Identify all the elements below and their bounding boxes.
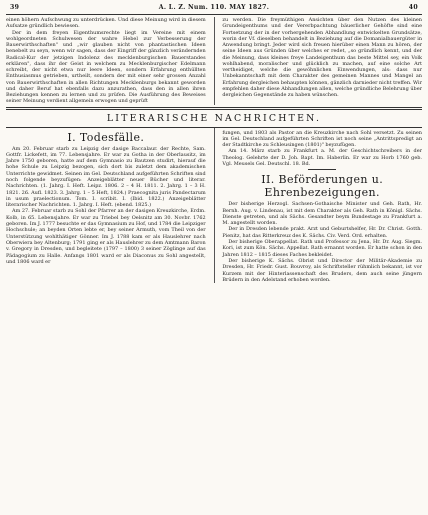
column-divider — [214, 128, 215, 284]
short-rule — [308, 169, 336, 170]
paragraph: Der in dem freyen Eigenthumsrechte liegt im Vereine mit einem wohlgeordneten Schulwesen der wahre Hebel zur Verbesserung der Bauerwirthschaften" und „wir glauben nicht von phantastischen Ideen benebelt zu seyn, wenn wir sagen, dass der Eingriff der gänzlich verändernden Radical-Kur der jetzigen Indolenz des mecklenburgischen Bauerstandes erklären", dass ihr der Geist in welchem zu Mecklenburgischer Edelmann schreibt, der nicht etwa nur leere Ideen, sondern Erfahrung enthüllten Enthusiasmus getrieben, urtheilt, sondern der mit einer sehr grossen Anzahl von Bauerwirthschaften in allen Richtungen Mecklenburgs bekannt geworden und daher Beruf hat ebenfalls dazu anzurathen, dass den in allen ihren Beziehungen kennen zu lernen und zu prüfen. Die Ausführung des Beweises seiner Meinung verdient allgemein erwogen und geprüft — [6, 29, 206, 105]
column-divider — [214, 17, 215, 105]
page-header — [6, 4, 422, 14]
paragraph: Der bisherige K. Sächs. Obrist und Director der Militär-Akademie zu Dresden, Hr. Friedr. Gust. Bouvroy, als Schriftsteller rühmlich bekannt, ist vor Kurzem mit der Hinterlassenschaft des Bruders, dem auch seine jüngern Brüdern in den Adelstand erhoben worden. — [222, 257, 422, 283]
paragraph: Der bisherige Oberappellat. Rath und Professor zu Jena, Hr. Dr. Aug. Siegm. Kori, ist zum Kön. Sächs. Appellat. Rath ernannt worden. Er hatte schon in den Jahren 1812 – 1815 dieses Faches bekleidet. — [222, 239, 422, 258]
page-number-left: 39 — [10, 4, 20, 11]
paragraph: einen höhern Aufschwung zu unterdrücken. Und diese Meinung wird in diesem Aufsatze gründlich bewiesen. — [6, 17, 206, 30]
paragraph: Am 14. März starb zu Frankfurt a. M. der Geschichtschreibers in der Theolog. Gelehrte der D. Joh. Bapt. Im. Haberlin. Er war zu Horb 1760 geb. Vgl. Meusels Gel. Deutschl. 18. Bd. — [222, 148, 422, 167]
bottom-right-column — [222, 128, 422, 284]
top-right-column — [222, 17, 422, 105]
paragraph: Am 27. Februar starb zu Sohl der Pfarrer an der dasigen Kreuzkirche, Erdm. Kolb, in 65. Lebensjahre. Er war zu Triebel bey Oelsnitz am 30. Novbr. 1762 geboren. Im J. 1777 besuchte er das Gymnasium zu Hof, und 1784 die Leipziger Hochschule; an beyden Orten lebte er, bey seiner Armuth, vom Theil von der Unterstützung wohlthätiger Gönner. Im J. 1788 kam er als Hauslehrer nach Oberwiera bey Altenburg; 1791 ging er als Hauslehrer zu dem Amtmann Baron v. Gregory in Dresden, und begleitete (1797 – 1800) 3 seiner Zöglinge auf das Pädagogium zu Halle. Anfangs 1801 ward er als Diaconus zu Sohl angestellt, und 1806 ward er — [6, 208, 206, 265]
paragraph: Der in Dresden lebende prakt. Arzt und Geburtshelfer, Hr. Dr. Christ. Gotth. Pienitz, hat das Ritterkreuz des K. Sächs. Civ. Verd. Ord. erhalten. — [222, 226, 422, 239]
journal-issue-title: A. L. Z. Num. 110. MAY 1827. — [158, 4, 270, 11]
bottom-left-column — [6, 128, 206, 284]
section-heading-deaths: I. Todesfälle. — [67, 130, 145, 144]
paragraph: fungen, und 1803 als Pastor an die Kreuzkirche nach Sohl versetzt. Zu seinen im Gel. Deutschland aufgeführten Schriften ist noch seine „Antrittspredigt an der Stadtkirche zu Schleusingen (1801)" beyzufügen. — [222, 129, 422, 149]
paragraph: zu werden. Die freymüthigen Ansichten über den Nutzen des kleinen Grundeigenthums und der Vererbpachtung bäuerlicher Gehöfte sind eine Fortsetzung der in der vorhergehenden Abhandlung entwickelten Grundsätze, worin der Vf. dieselben behandelt in Beziehung auf die Domanialbauergüter in Anwendung bringt. Jeder wird sich freuen hierüber einen Mann zu hören, der seine Ideen aus Gründen über welches er redet, „so gründlich kennt, und der die Meinung, dass kleines freye Landeigenthum das beste Mittel sey, ein Volk wohlhabend, moralischer und glücklich zu machen, auf eine solche Art vertheidiget, welche die gewöhnlichen Einwendungen, als: dass nur Unbekanntschaft mit dem Charakter des gemeinen Mannes und Mangel an Erfahrung dergleichen behaupten können, gänzlich darnieder nicht treffen. Wir empfehlen daher diese Abhandlungen allen, welche gründliche Belehrung über dergleichen Gegenstände zu haben wünschen. — [222, 17, 422, 98]
paragraph: Der bisherige Herzogl. Sachsen-Gothaische Minister und Geh. Rath, Hr. Bernh. Aug. v. Lindenau, ist mit dem Charakter als Geh. Rath in Königl. Sächs. Dienste getreten, und als Sächs. Gesandter beym Bundestage zu Frankfurt a. M. angestellt worden. — [222, 201, 422, 227]
bottom-columns — [6, 128, 422, 284]
top-left-column — [6, 17, 206, 105]
section-banner: LITERARISCHE NACHRICHTEN. — [106, 112, 322, 124]
page-number-right: 40 — [408, 4, 418, 11]
paragraph: Am 20. Februar starb zu Leipzig der dasige Baccalaur. der Rechte, Sam. Gottfr. Lickefett, im 77. Lebensjahre. Er war zu Gotha in der Oberlausitz, im Jahre 1750 geboren, hatte auf dem Gymnasio zu Bautzen studirt, hierauf die hohe Schule zu Leipzig bezogen, sich dort bis zuletzt dem akademischen Unterrichte gewidmet. Seinen im Gel. Deutschland aufgeführten Schriften sind noch folgende beyzufügen: Anzeigeblätter neuer Bücher und literar. Nachrichten. (1. Jahrg. I. Heft. Leipz. 1806. 2 – 4 H. 1811. 2. Jahrg. 1 – 3 H. 1821. 26. Aufl. 1823. 3. Jahrg. 1 – 5 Heft, 1824.) Praecognita juris Pandectarum in usum praelectionum. Tom. I. scribit. I. (Ibid. 1822.) Anzeigeblätter literarischer Nachrichten. 1. Jahrg. I. Heft. (ebend. 1825.) — [6, 145, 206, 209]
top-columns — [6, 15, 422, 105]
section-heading-promotions: II. Beförderungen u. Ehrenbezeigungen. — [261, 173, 384, 200]
